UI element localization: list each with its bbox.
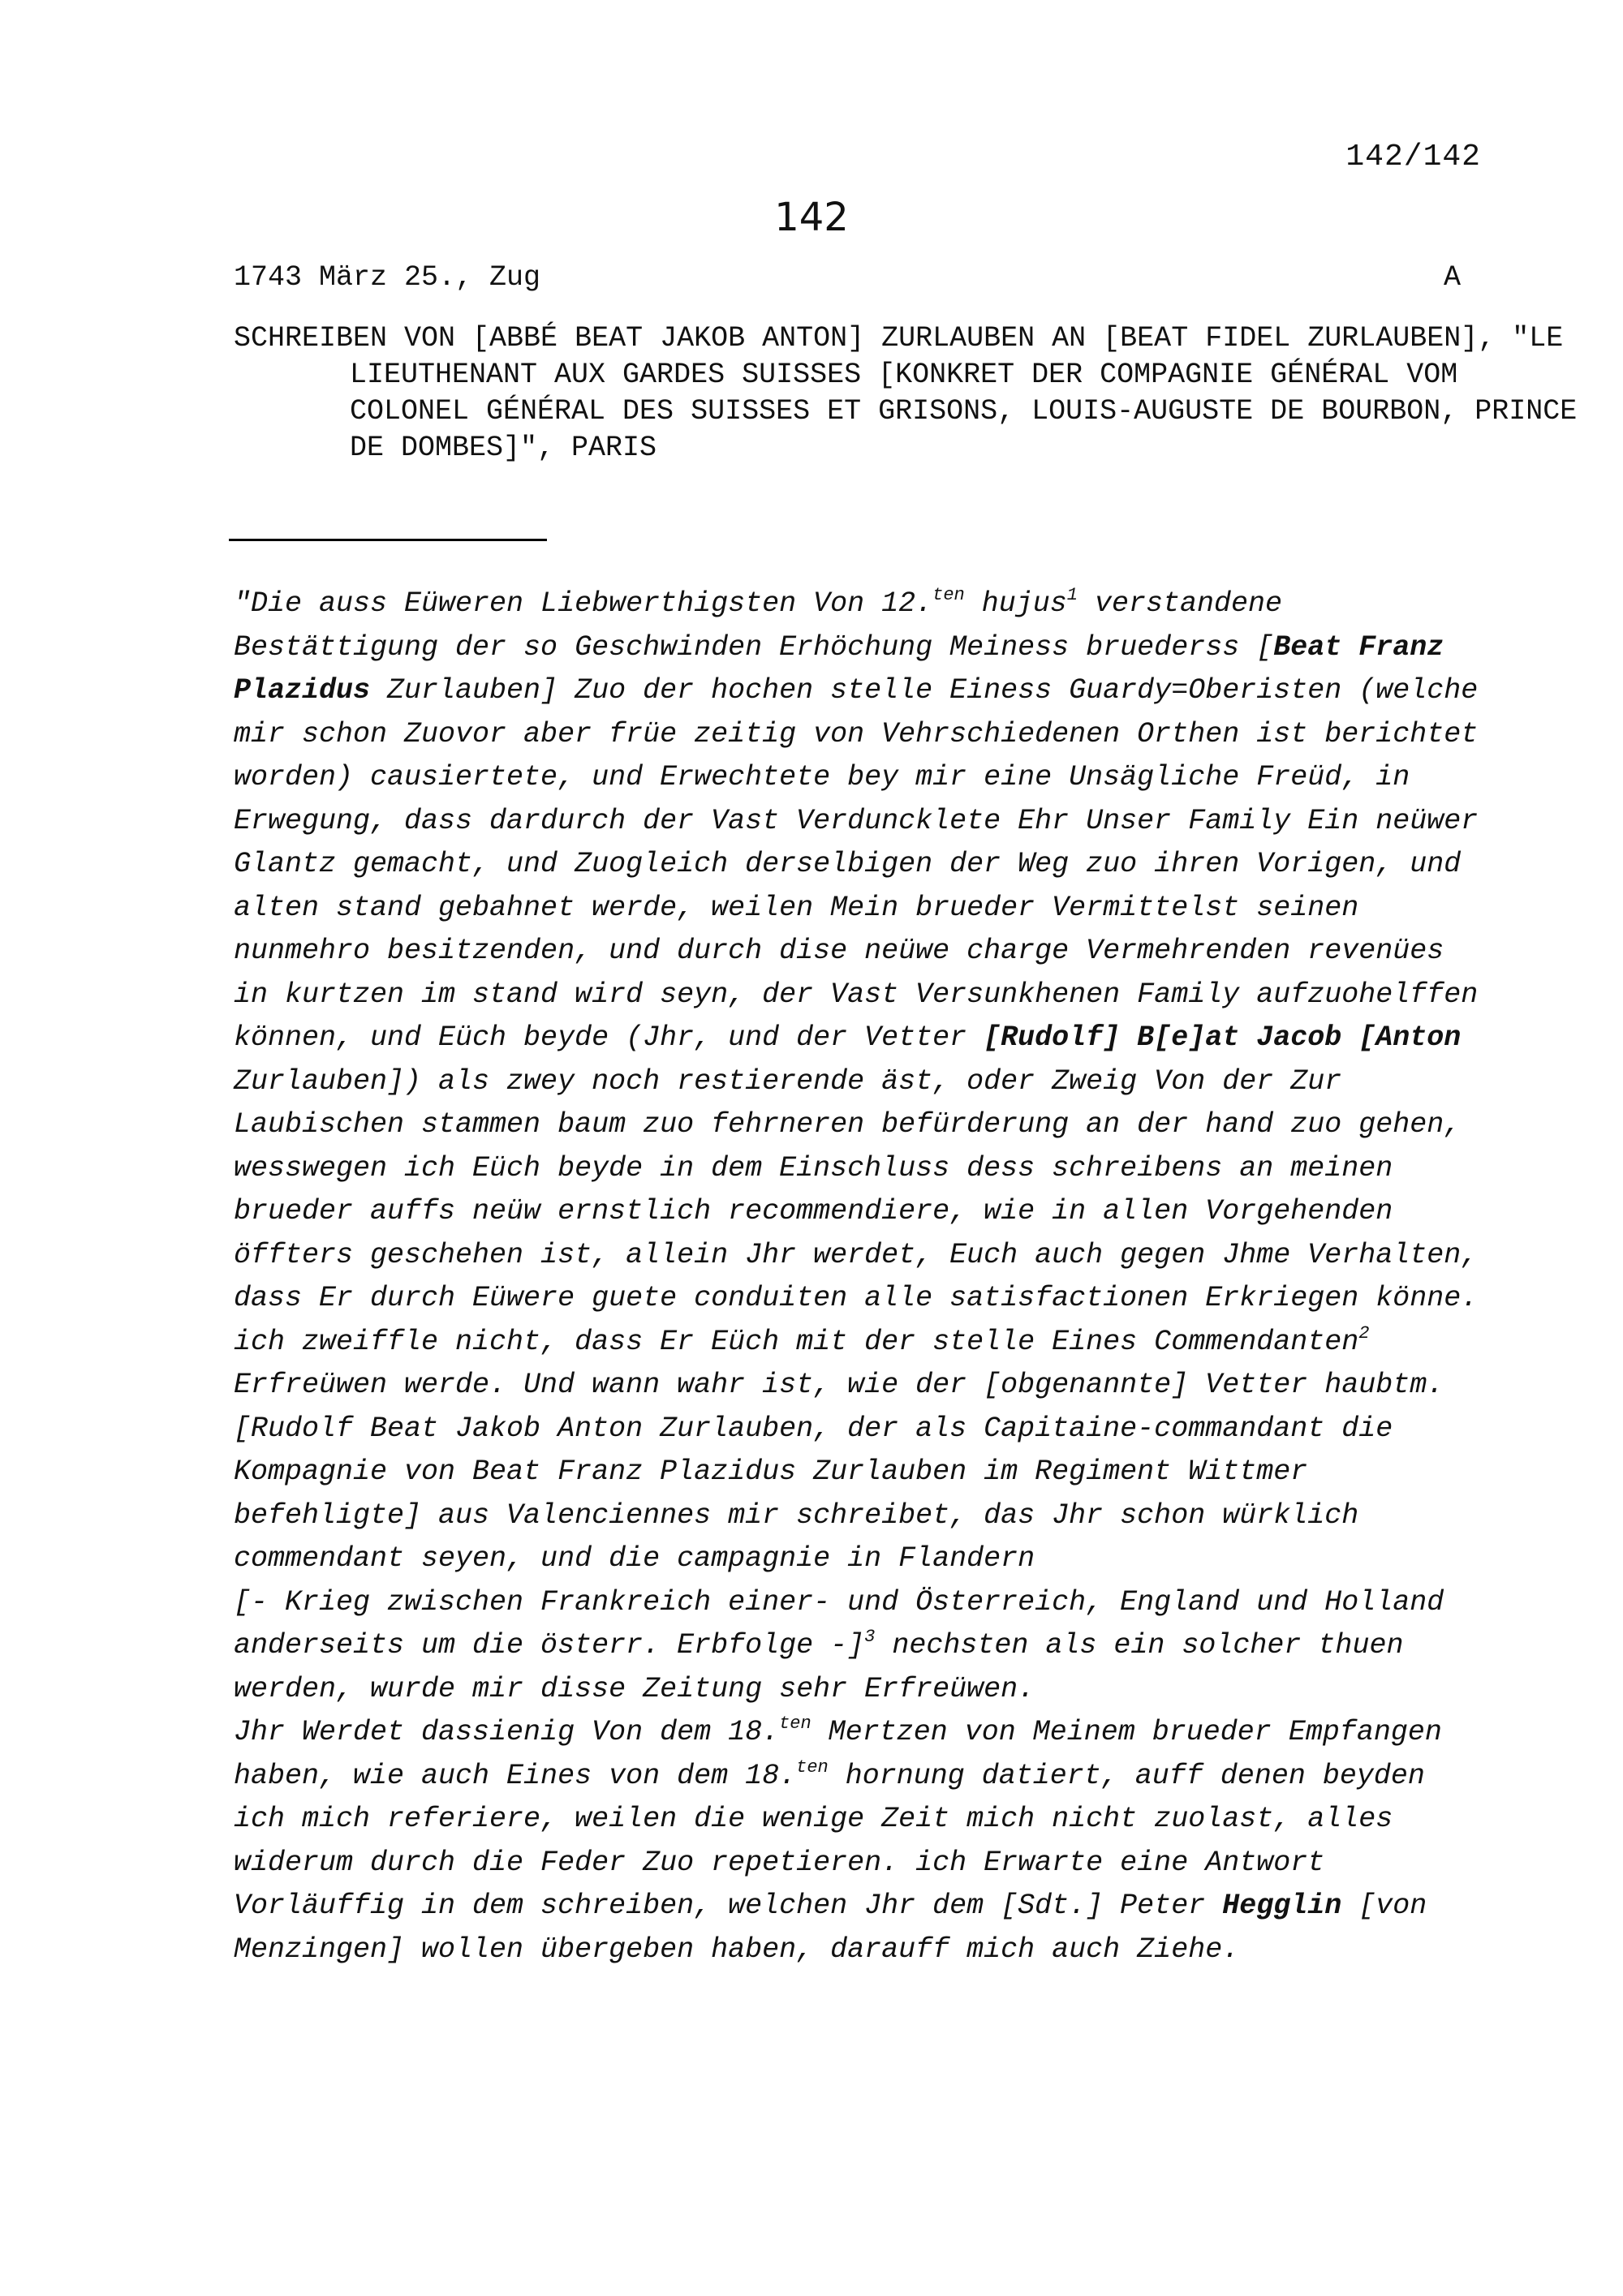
date-place: 1743 März 25., Zug <box>234 261 541 294</box>
page-reference: 142/142 <box>1345 140 1481 174</box>
text-run: Zurlauben]) als zwey noch restierende äst, oder Zweig Von der Zur Laubischen stammen baum zuo fehrneren befürderung an der hand zuo gehen, wesswegen ich Eüch beyde in dem Einschluss dess schreibens an meinen brueder auffs neüw ernstlich recommendiere, wie in allen Vorgehenden öffters geschehen ist, allein Jhr werdet, Euch auch gegen Jhme Verhalten, dass Er durch Eüwere guete conduiten alle satisfactionen Erkriegen könne. ich zweiffle nicht, dass Er Eüch mit der stelle Eines Commendanten <box>234 1064 1479 1358</box>
text-run: nechsten als ein solcher thuen werden, wurde mir disse Zeitung sehr Erfreüwen. <box>234 1629 1404 1705</box>
text-run: Zurlauben] Zuo der hochen stelle Einess Guardy=Oberisten (welche mir schon Zuovor aber früe zeitig von Vehrschiedenen Orthen ist berichtet worden) causiertete, und Erwechtete bey mir eine Unsägliche Freüd, in Erwegung, dass dardurch der Vast Verduncklete Ehr Unser Family Ein neüwer Glantz gemacht, und Zuogleich derselbigen der Weg zuo ihren Vorigen, und alten stand gebahnet werde, weilen Mein brueder Vermittelst seinen nunmehro besitzenden, und durch dise neüwe charge Vermehrenden revenües in kurtzen im stand wird seyn, der Vast Versunkhenen Family aufzuohelffen können, und Eüch beyde (Jhr, und der Vetter <box>234 674 1479 1054</box>
document-number: 142 <box>774 195 849 240</box>
text-run: verstandene Bestättigung der so Geschwinden Erhöchung Meiness bruederss [ <box>234 587 1283 664</box>
superscript: ten <box>932 585 965 605</box>
footnote-ref: 1 <box>1066 585 1078 605</box>
footnote-ref: 2 <box>1358 1322 1370 1344</box>
footnote-ref: 3 <box>864 1627 876 1647</box>
superscript: ten <box>779 1713 812 1734</box>
superscript: ten <box>796 1756 829 1778</box>
text-run: hornung datiert, auff denen beyden ich mich referiere, weilen die wenige Zeit mich nicht zuolast, alles widerum durch die Feder Zuo repetieren. ich Erwarte eine Antwort Vorläuffig in dem schreiben, welchen Jhr dem [Sdt.] Peter <box>234 1759 1425 1922</box>
text-run: Mertzen von Meinem brueder Empfangen haben, wie auch Eines von dem 18. <box>234 1716 1442 1792</box>
text-run: [- Krieg zwischen Frankreich einer- und Österreich, England und Holland anderseits um die österr. Erbfolge -] <box>234 1585 1444 1662</box>
text-run: "Die auss Eüweren Liebwerthigsten Von 12. <box>234 587 933 620</box>
document-type: A <box>1443 261 1461 294</box>
bold-name: Hegglin <box>1222 1890 1342 1922</box>
letter-body <box>234 583 1483 1971</box>
paragraph-1 <box>234 583 1483 1711</box>
bold-name: [Rudolf] B[e]at Jacob [Anton <box>984 1021 1462 1054</box>
text-run: Erfreüwen werde. Und wann wahr ist, wie der [obgenannte] Vetter haubtm. [Rudolf Beat Jakob Anton Zurlauben, der als Capitaine-commandant die Kompagnie von Beat Franz Plazidus Zurlauben im Regiment Wittmer befehligte] aus Valenciennes mir schreibet, das Jhr schon würklich commendant seyen, und die campagnie in Flandern <box>234 1369 1444 1575</box>
bold-name: Beat Franz Plazidus <box>234 630 1444 707</box>
text-run: Jhr Werdet dassienig Von dem 18. <box>234 1716 780 1748</box>
document-title: SCHREIBEN VON [ABBÉ BEAT JAKOB ANTON] ZURLAUBEN AN [BEAT FIDEL ZURLAUBEN], "LE LIEUTHENANT AUX GARDES SUISSES [KONKRET DER COMPAGNIE GÉNÉRAL VOM COLONEL GÉNÉRAL DES SUISSES ET GRISONS, LOUIS-AUGUSTE DE BOURBON, PRINCE DE DOMBES]", PARIS <box>234 322 1578 464</box>
text-run: hujus <box>964 587 1067 620</box>
text-run: [von Menzingen] wollen übergeben haben, darauff mich auch Ziehe. <box>234 1890 1427 1966</box>
separator-rule <box>229 539 547 541</box>
paragraph-2 <box>234 1711 1483 1971</box>
